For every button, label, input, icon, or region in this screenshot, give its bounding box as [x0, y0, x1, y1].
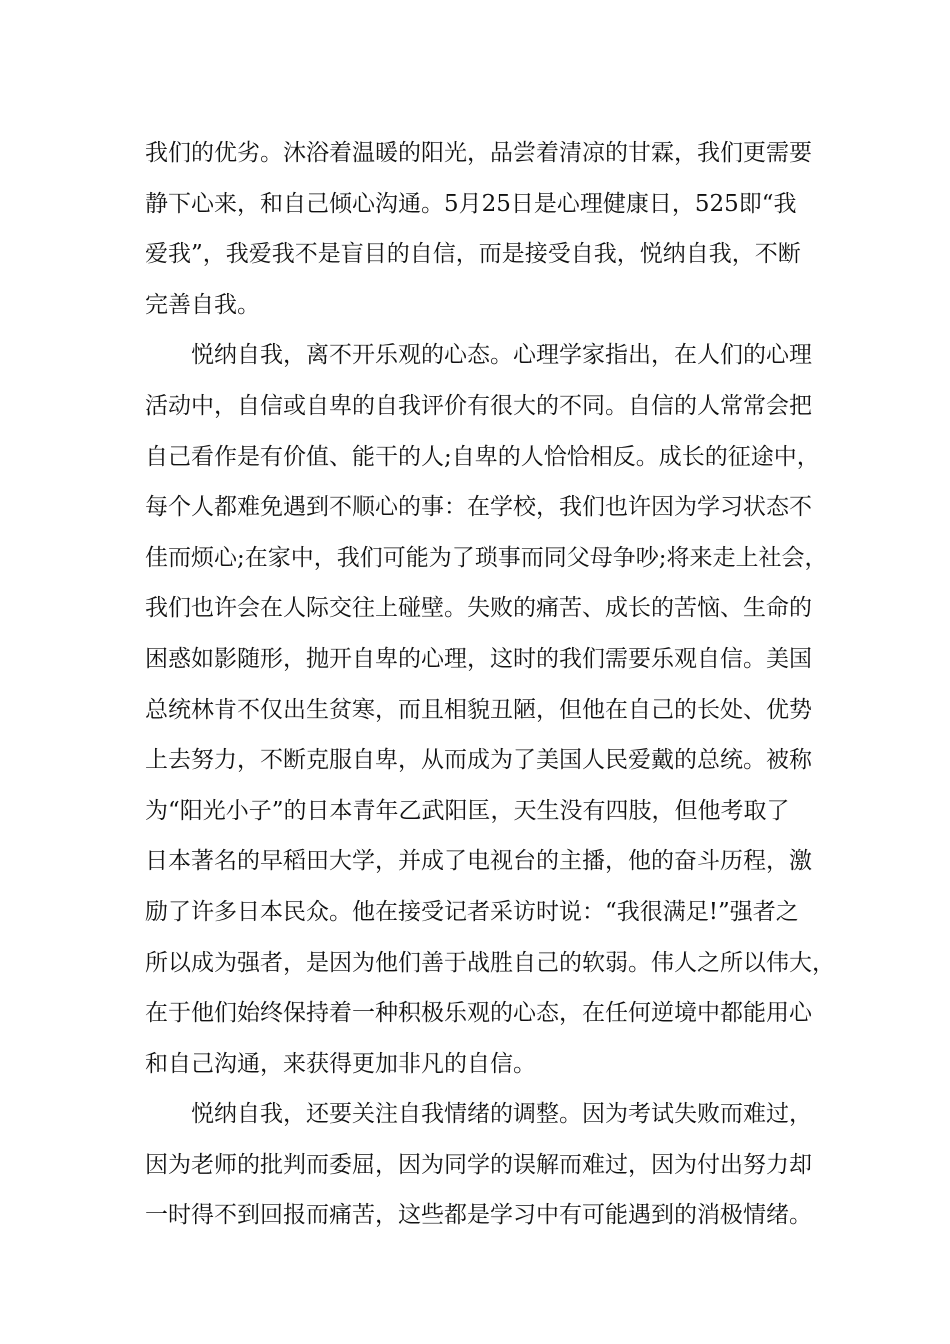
text-line: 完善自我。: [145, 291, 260, 318]
text-line: 日本著名的早稻田大学，并成了电视台的主播，他的奋斗历程，激: [145, 848, 812, 875]
text-line: 和自己沟通，来获得更加非凡的自信。: [145, 1050, 536, 1077]
paragraph: [145, 1089, 825, 1241]
text-line: 在于他们始终保持着一种积极乐观的心态，在任何逆境中都能用心: [145, 1000, 812, 1027]
text-line: 为“阳光小子”的日本青年乙武阳匡，天生没有四肢，但他考取了: [145, 797, 790, 824]
text-line: 我们的优劣。沐浴着温暖的阳光，品尝着清凉的甘霖，我们更需要: [145, 140, 812, 166]
text-line: 我们也许会在人际交往上碰壁。失败的痛苦、成长的苦恼、生命的: [145, 595, 812, 622]
paragraph: [145, 330, 835, 1089]
text-line: 悦纳自我，离不开乐观的心态。心理学家指出，在人们的心理: [191, 342, 812, 369]
text-line: 总统林肯不仅出生贫寒，而且相貌丑陋，但他在自己的长处、优势: [145, 696, 812, 723]
text-line: 困惑如影随形，抛开自卑的心理，这时的我们需要乐观自信。美国: [145, 645, 812, 672]
document-body: [145, 128, 835, 1241]
text-line: 佳而烦心;在家中，我们可能为了琐事而同父母争吵;将来走上社会，: [145, 544, 828, 571]
text-line: 悦纳自我，还要关注自我情绪的调整。因为考试失败而难过，: [191, 1101, 812, 1128]
text-line: 每个人都难免遇到不顺心的事：在学校，我们也许因为学习状态不: [145, 494, 812, 521]
text-line: 静下心来，和自己倾心沟通。5月25日是心理健康日，525即“我: [145, 190, 797, 217]
text-line: 所以成为强者，是因为他们善于战胜自己的软弱。伟人之所以伟大，: [145, 949, 835, 976]
text-line: 因为老师的批判而委屈，因为同学的误解而难过，因为付出努力却: [145, 1151, 812, 1178]
paragraph: [145, 128, 825, 330]
text-line: 自己看作是有价值、能干的人;自卑的人恰恰相反。成长的征途中，: [145, 443, 820, 470]
text-line: 上去努力，不断克服自卑，从而成为了美国人民爱戴的总统。被称: [145, 747, 812, 774]
text-line: 一时得不到回报而痛苦，这些都是学习中有可能遇到的消极情绪。: [145, 1202, 812, 1229]
text-line: 励了许多日本民众。他在接受记者采访时说：“我很满足!”强者之: [145, 898, 799, 925]
text-line: 活动中，自信或自卑的自我评价有很大的不同。自信的人常常会把: [145, 392, 812, 419]
text-line: 爱我”，我爱我不是盲目的自信，而是接受自我，悦纳自我，不断: [145, 241, 801, 268]
